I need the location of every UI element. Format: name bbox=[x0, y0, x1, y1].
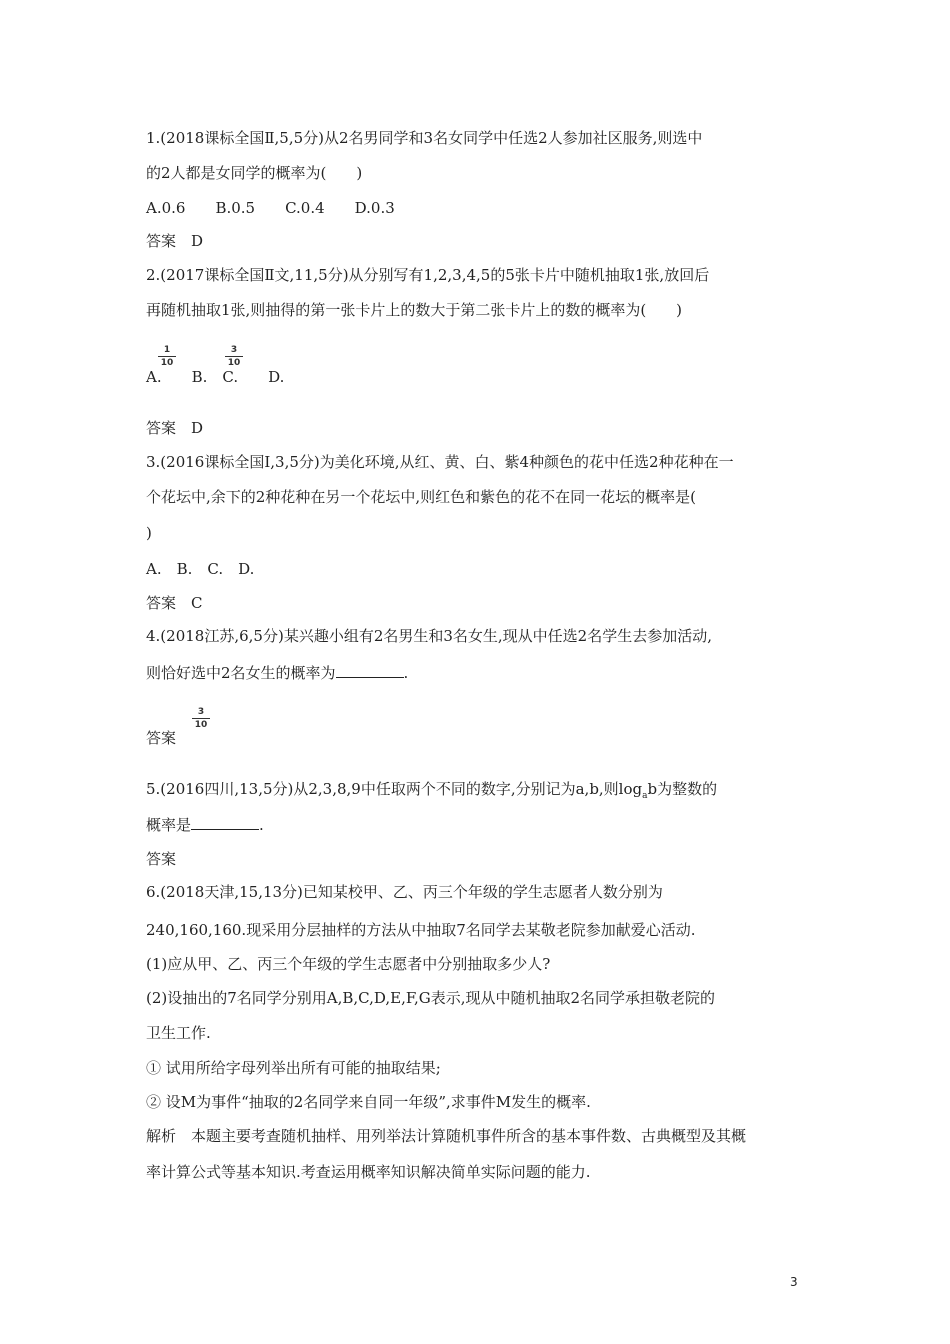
q6-line-6: ① 试用所给字母列举出所有可能的抽取结果; bbox=[146, 1059, 441, 1077]
q5-answer: 答案 bbox=[146, 850, 177, 868]
q2-option-a-fraction: 1 10 bbox=[158, 345, 176, 368]
q1-answer: 答案 D bbox=[146, 232, 204, 250]
q5-answer-blank bbox=[191, 815, 259, 830]
q2-option-c-fraction: 3 10 bbox=[225, 345, 243, 368]
q2-options: A. B. C. D. bbox=[146, 368, 285, 386]
q3-line-1: 3.(2016课标全国Ⅰ,3,5分)为美化环境,从红、黄、白、紫4种颜色的花中任选2种花种在一 bbox=[146, 453, 734, 471]
q1-options: A.0.6 B.0.5 C.0.4 D.0.3 bbox=[146, 199, 395, 217]
q6-line-4: (2)设抽出的7名同学分别用A,B,C,D,E,F,G表示,现从中随机抽取2名同学承担敬老院的 bbox=[146, 989, 716, 1007]
q6-analysis-line-2: 率计算公式等基本知识.考查运用概率知识解决简单实际问题的能力. bbox=[146, 1163, 591, 1181]
q4-answer-blank bbox=[336, 663, 404, 678]
q5-line-1: 5.(2016四川,13,5分)从2,3,8,9中任取两个不同的数字,分别记为a,b,则$\log_ab$为整数的 bbox=[146, 780, 718, 801]
q1-line-1: 1.(2018课标全国Ⅱ,5,5分)从2名男同学和3名女同学中任选2人参加社区服务,则选中 bbox=[146, 129, 703, 147]
q5-line-2: 概率是 . bbox=[146, 816, 264, 834]
q3-line-2: 个花坛中,余下的2种花种在另一个花坛中,则红色和紫色的花不在同一花坛的概率是( bbox=[146, 488, 696, 506]
q6-line-7: ② 设M为事件“抽取的2名同学来自同一年级”,求事件M发生的概率. bbox=[146, 1093, 591, 1111]
q4-line-2: 则恰好选中2名女生的概率为 . bbox=[146, 664, 409, 682]
q6-line-2: 240,160,160.现采用分层抽样的方法从中抽取7名同学去某敬老院参加献爱心活动. bbox=[146, 921, 696, 939]
page-number: 3 bbox=[790, 1275, 798, 1289]
q2-line-1: 2.(2017课标全国Ⅱ文,11,5分)从分别写有1,2,3,4,5的5张卡片中随机抽取1张,放回后 bbox=[146, 266, 710, 284]
q2-line-2: 再随机抽取1张,则抽得的第一张卡片上的数大于第二张卡片上的数的概率为( ) bbox=[146, 301, 683, 319]
q6-line-1: 6.(2018天津,15,13分)已知某校甲、乙、丙三个年级的学生志愿者人数分别为 bbox=[146, 883, 663, 901]
q4-answer-fraction: 3 10 bbox=[192, 707, 210, 730]
q3-answer: 答案 C bbox=[146, 594, 203, 612]
q6-analysis-line-1: 解析 本题主要考查随机抽样、用列举法计算随机事件所含的基本事件数、古典概型及其概 bbox=[146, 1127, 747, 1145]
q6-line-3: (1)应从甲、乙、丙三个年级的学生志愿者中分别抽取多少人? bbox=[146, 955, 551, 973]
q4-answer: 答案 bbox=[146, 729, 177, 747]
q1-line-2: 的2人都是女同学的概率为( ) bbox=[146, 164, 363, 182]
q4-line-1: 4.(2018江苏,6,5分)某兴趣小组有2名男生和3名女生,现从中任选2名学生去参加活动, bbox=[146, 627, 712, 645]
q3-line-3: ) bbox=[146, 524, 152, 542]
q3-options: A. B. C. D. bbox=[146, 560, 255, 578]
q6-line-5: 卫生工作. bbox=[146, 1024, 211, 1042]
q2-answer: 答案 D bbox=[146, 419, 204, 437]
